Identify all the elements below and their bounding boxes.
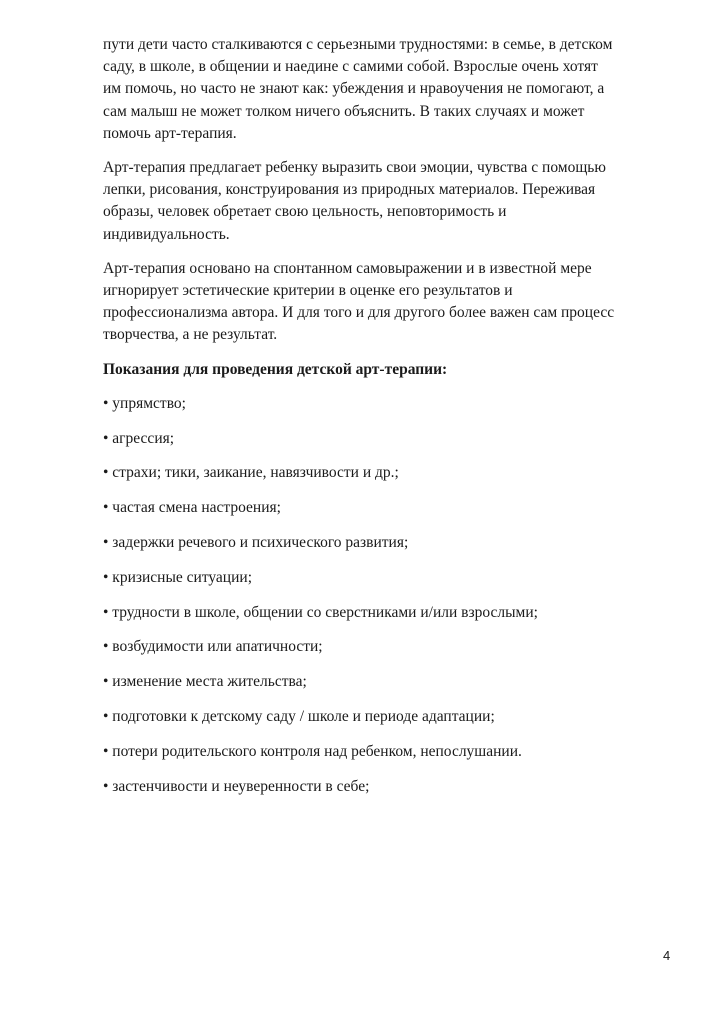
list-item: • задержки речевого и психического развития; [103,534,409,552]
paragraph-line: индивидуальность. [103,225,230,243]
list-item: • потери родительского контроля над ребенком, непослушании. [103,742,522,760]
paragraph-line: лепки, рисования, конструирования из природных материалов. Переживая [103,181,596,199]
list-item: • трудности в школе, общении со сверстниками и/или взрослыми; [103,603,538,621]
indications-list [103,393,663,798]
section-heading: Показания для проведения детской арт-терапии: [103,360,448,378]
list-item: • агрессия; [103,429,175,447]
paragraph-line: игнорирует эстетические критерии в оценке его результатов и [103,282,513,300]
list-item: • кризисные ситуации; [103,568,252,586]
paragraph-line: творчества, а не результат. [103,326,278,344]
list-item: • изменение места жительства; [103,673,307,691]
list-item: • страхи; тики, заикание, навязчивости и др.; [103,464,399,482]
page-number: 4 [663,948,671,963]
list-item: • подготовки к детскому саду / школе и периоде адаптации; [103,708,495,726]
paragraph-line: саду, в школе, в общении и наедине с самими собой. Взрослые очень хотят [103,58,598,76]
paragraph-line: сам малыш не может толком ничего объяснить. В таких случаях и может [103,102,585,120]
list-item: • застенчивости и неуверенности в себе; [103,777,370,795]
paragraph-line: образы, человек обретает свою цельность, неповторимость и [103,203,507,221]
paragraph-line: Арт-терапия основано на спонтанном самовыражении и в известной мере [103,259,592,277]
list-item: • частая смена настроения; [103,499,281,517]
paragraph-line: им помочь, но часто не знают как: убеждения и нравоучения не помогают, а [103,80,605,98]
list-item: • возбудимости или апатичности; [103,638,323,656]
document-body [103,34,663,810]
paragraph-line: профессионализма автора. И для того и для другого более важен сам процесс [103,304,615,322]
paragraph-3 [103,258,663,347]
list-item: • упрямство; [103,394,186,412]
paragraph-1 [103,34,663,145]
paragraph-line: помочь арт-терапия. [103,124,237,142]
paragraph-line: Арт-терапия предлагает ребенку выразить свои эмоции, чувства с помощью [103,159,606,177]
paragraph-line: пути дети часто сталкиваются с серьезными трудностями: в семье, в детском [103,36,613,53]
paragraph-2 [103,157,663,246]
